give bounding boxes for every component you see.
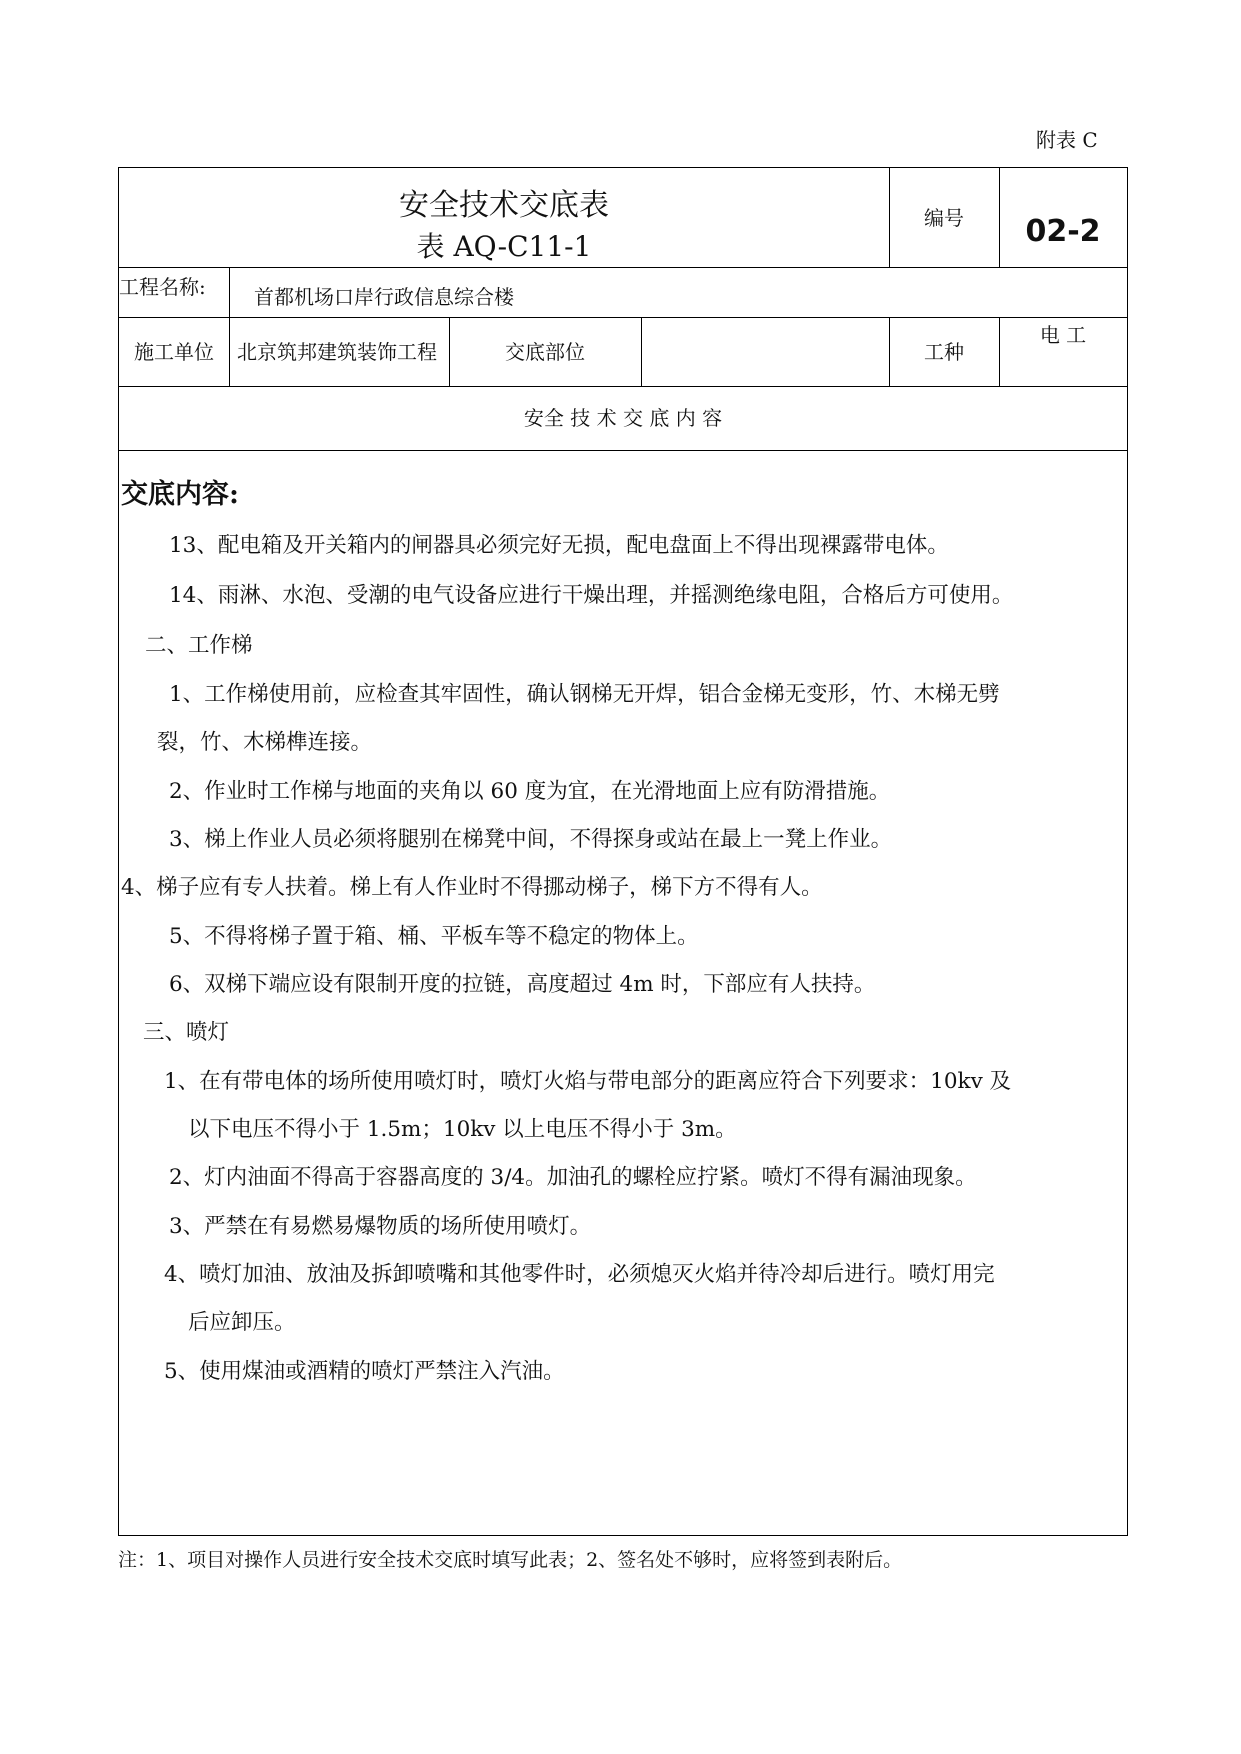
project-name-label: 工程名称: bbox=[119, 275, 206, 299]
briefing-part-label: 交底部位 bbox=[505, 339, 585, 364]
number-value: 02-2 bbox=[1025, 213, 1101, 249]
content-line: 14、雨淋、水泡、受潮的电气设备应进行干燥出理，并摇测绝缘电阻，合格后方可使用。 bbox=[169, 583, 1014, 608]
number-label: 编号 bbox=[924, 205, 964, 230]
content-line: 4、喷灯加油、放油及拆卸喷嘴和其他零件时，必须熄灭火焰并待冷却后进行。喷灯用完 bbox=[164, 1262, 995, 1287]
content-line: 2、灯内油面不得高于容器高度的 3/4。加油孔的螺栓应拧紧。喷灯不得有漏油现象。 bbox=[169, 1165, 977, 1190]
footnote: 注：1、项目对操作人员进行安全技术交底时填写此表；2、签名处不够时，应将签到表附后。 bbox=[118, 1549, 903, 1571]
content-line: 5、使用煤油或酒精的喷灯严禁注入汽油。 bbox=[164, 1359, 565, 1384]
divider bbox=[119, 267, 1127, 268]
divider bbox=[229, 267, 230, 386]
construction-unit-value: 北京筑邦建筑装饰工程 bbox=[237, 339, 437, 364]
form-title: 安全技术交底表 bbox=[399, 188, 609, 223]
content-line: 5、不得将梯子置于箱、桶、平板车等不稳定的物体上。 bbox=[169, 924, 699, 949]
content-line: 二、工作梯 bbox=[145, 633, 253, 658]
content-line: 三、喷灯 bbox=[143, 1020, 230, 1045]
trade-label: 工种 bbox=[924, 339, 964, 364]
briefing-part-value bbox=[641, 317, 889, 386]
content-line: 后应卸压。 bbox=[188, 1310, 296, 1335]
project-name-value: 首都机场口岸行政信息综合楼 bbox=[254, 285, 514, 309]
divider bbox=[119, 450, 1127, 451]
construction-unit-label: 施工单位 bbox=[134, 339, 214, 364]
attachment-label: 附表 C bbox=[1036, 128, 1098, 152]
trade-value: 电 工 bbox=[1039, 323, 1087, 347]
content-line: 以下电压不得小于 1.5m；10kv 以上电压不得小于 3m。 bbox=[188, 1117, 737, 1142]
form-code: 表 AQ-C11-1 bbox=[416, 230, 592, 263]
section-title: 安全 技 术 交 底 内 容 bbox=[523, 406, 723, 430]
content-line: 3、严禁在有易燃易爆物质的场所使用喷灯。 bbox=[169, 1214, 592, 1239]
content-line: 2、作业时工作梯与地面的夹角以 60 度为宜，在光滑地面上应有防滑措施。 bbox=[169, 779, 891, 804]
content-line: 1、在有带电体的场所使用喷灯时，喷灯火焰与带电部分的距离应符合下列要求：10kv 及 bbox=[164, 1069, 1012, 1094]
content-heading: 交底内容: bbox=[121, 479, 239, 510]
content-line: 4、梯子应有专人扶着。梯上有人作业时不得挪动梯子，梯下方不得有人。 bbox=[121, 875, 823, 900]
content-line: 3、梯上作业人员必须将腿别在梯凳中间，不得探身或站在最上一凳上作业。 bbox=[169, 827, 893, 852]
content-line: 13、配电箱及开关箱内的闸器具必须完好无损，配电盘面上不得出现裸露带电体。 bbox=[169, 533, 949, 558]
safety-briefing-form bbox=[118, 167, 1128, 1536]
content-line: 1、工作梯使用前，应检查其牢固性，确认钢梯无开焊，铝合金梯无变形，竹、木梯无劈 bbox=[169, 682, 1000, 707]
content-line: 裂，竹、木梯榫连接。 bbox=[157, 730, 373, 755]
content-line: 6、双梯下端应设有限制开度的拉链，高度超过 4m 时，下部应有人扶持。 bbox=[169, 972, 876, 997]
